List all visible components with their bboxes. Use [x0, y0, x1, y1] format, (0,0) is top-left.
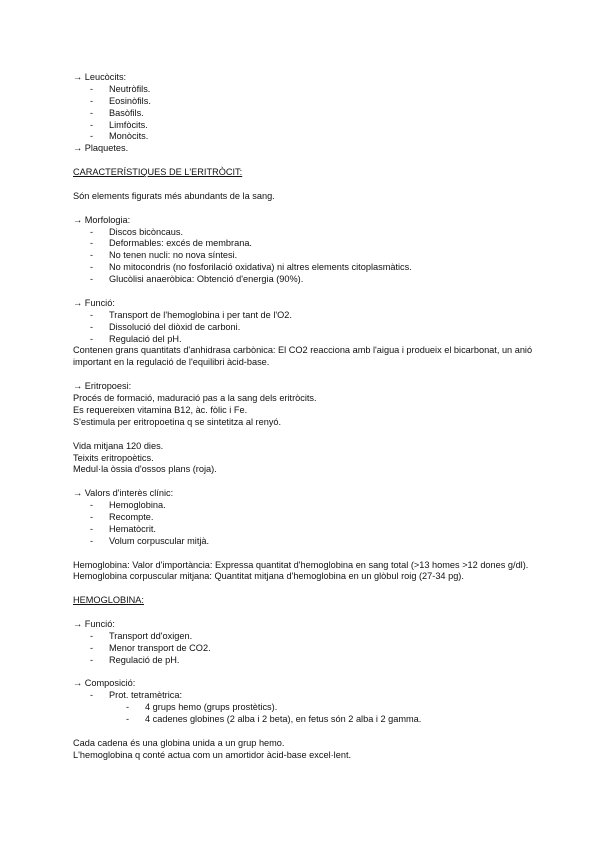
- sub-list-item: - 4 grups hemo (grups prostètics).: [126, 702, 278, 713]
- list-item: - Recompte.: [90, 511, 154, 522]
- funcio-heading: → Funció:: [73, 297, 115, 308]
- list-item: - Transport de l'hemoglobina i per tant de l'O2.: [90, 309, 292, 320]
- list-item: - Glucòlisi anaeròbica: Obtenció d'energia (90%).: [90, 274, 304, 285]
- list-item: - No mitocondris (no fosforilació oxidativa) ni altres elements citoplasmàtics.: [90, 262, 412, 273]
- eritropoesi-line: Procés de formació, maduració pas a la sang dels eritròcits.: [73, 393, 317, 404]
- list-item: - No tenen nucli: no nova síntesi.: [90, 250, 238, 261]
- eritropoesi-line: Es requereixen vitamina B12, àc. fòlic i Fe.: [73, 404, 248, 415]
- document-body: [73, 72, 543, 762]
- list-item: - Deformables: excés de membrana.: [90, 238, 252, 249]
- list-item: - Menor transport de CO2.: [90, 642, 211, 653]
- list-item: - Neutròfils.: [90, 83, 151, 94]
- list-item: - Eosinòfils.: [90, 95, 151, 106]
- closing-line: L'hemoglobina q conté actua com un amortidor àcid-base excel·lent.: [73, 749, 352, 760]
- eritrocit-intro: Són elements figurats més abundants de la sang.: [73, 190, 275, 201]
- anhidrasa-note: Contenen grans quantitats d'anhidrasa carbònica: El CO2 reacciona amb l'aigua i produeix el bicarbonat, un anió: [73, 345, 533, 356]
- anhidrasa-note-cont: important en la regulació de l'equilibri àcid-base.: [73, 357, 270, 368]
- list-item: - Hemoglobina.: [90, 500, 166, 511]
- sub-list-item: - 4 cadenes globines (2 alba i 2 beta), en fetus són 2 alba i 2 gamma.: [126, 714, 422, 725]
- list-item: - Regulació de pH.: [90, 654, 180, 665]
- hb-funcio-heading: → Funció:: [73, 618, 115, 629]
- closing-line: Cada cadena és una globina unida a un grup hemo.: [73, 737, 285, 748]
- list-item: - Regulació del pH.: [90, 333, 182, 344]
- composicio-heading: → Composició:: [73, 678, 136, 689]
- list-item: - Hematòcrit.: [90, 523, 156, 534]
- list-item: - Dissolució del diòxid de carboni.: [90, 321, 241, 332]
- hcm-line: Hemoglobina corpuscular mitjana: Quantitat mitjana d'hemoglobina en un glòbul roig (27-34 pg).: [73, 571, 464, 582]
- hemoglobina-valor: Hemoglobina: Valor d'importància: Expressa quantitat d'hemoglobina en sang total (>13 homes >12 dones g/dl).: [73, 559, 529, 570]
- section-title-eritrocit: CARACTERÍSTIQUES DE L'ERITRÒCIT:: [73, 167, 243, 178]
- morfologia-heading: → Morfologia:: [73, 214, 131, 225]
- list-item: - Limfòcits.: [90, 119, 148, 130]
- vida-line: Medul·la òssia d'ossos plans (roja).: [73, 464, 217, 475]
- list-item: - Monòcits.: [90, 131, 149, 142]
- eritropoesi-line: S'estimula per eritropoetina q se sintetitza al renyó.: [73, 416, 282, 427]
- list-item: - Prot. tetramètrica:: [90, 690, 183, 701]
- eritropoesi-heading: → Eritropoesi:: [73, 381, 132, 392]
- vida-line: Teixits eritropoètics.: [73, 452, 154, 463]
- leucocits-heading: → Leucòcits:: [73, 72, 127, 82]
- list-item: - Volum corpuscular mitjà.: [90, 535, 210, 546]
- plaquetes-heading: → Plaquetes.: [73, 143, 129, 154]
- list-item: - Transport dd'oxigen.: [90, 630, 193, 641]
- valors-heading: → Valors d'interès clínic:: [73, 488, 174, 499]
- vida-line: Vida mitjana 120 dies.: [73, 440, 164, 451]
- list-item: - Discos bicòncaus.: [90, 226, 184, 237]
- section-title-hemoglobina: HEMOGLOBINA:: [73, 595, 144, 606]
- list-item: - Basòfils.: [90, 107, 144, 118]
